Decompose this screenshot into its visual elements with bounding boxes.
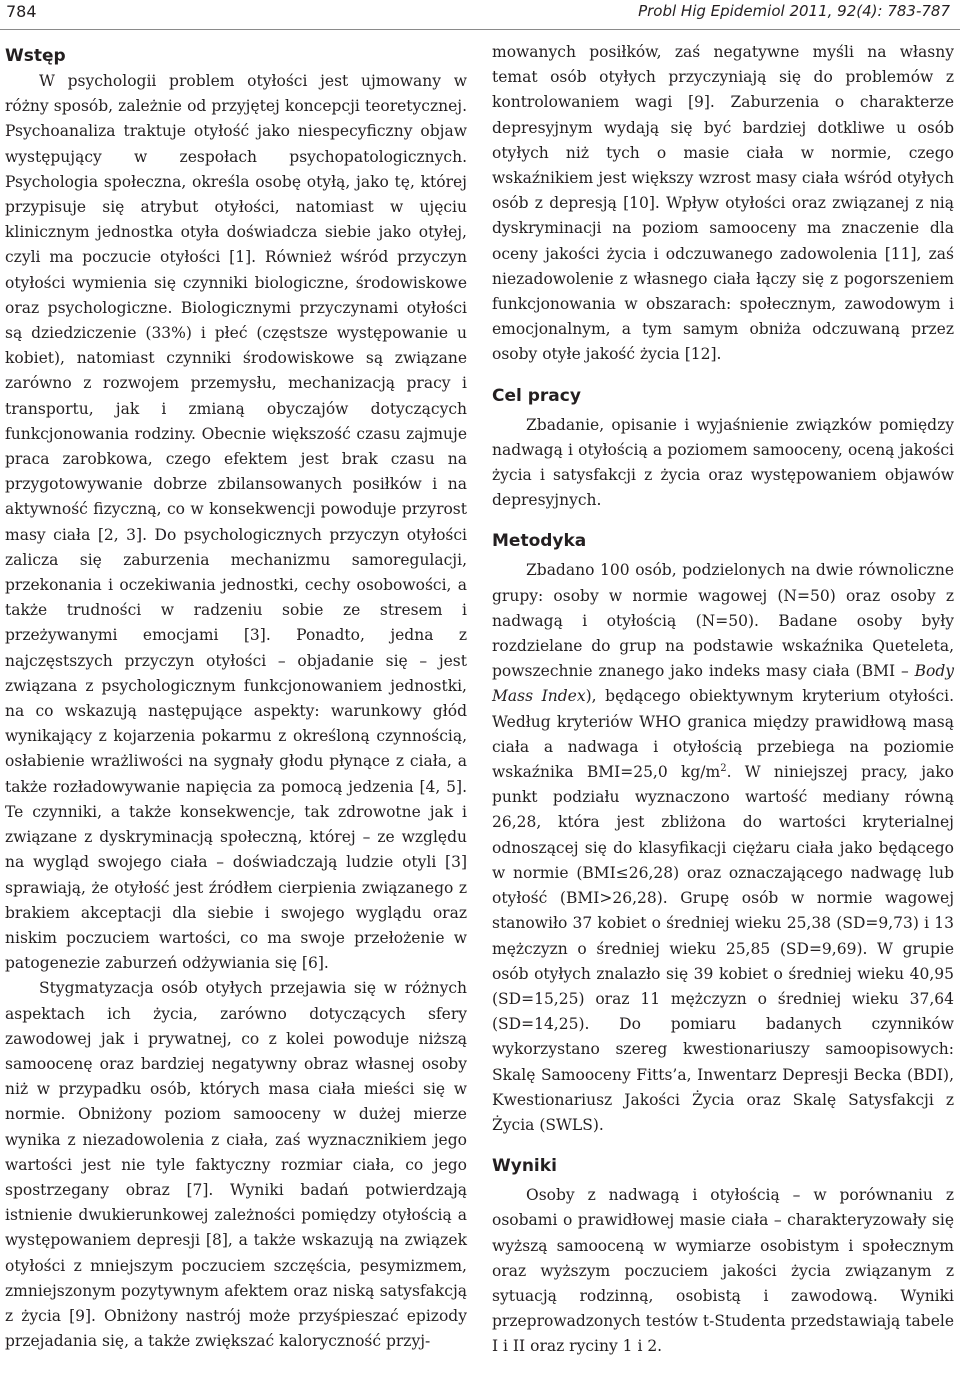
methods-text-a: Zbadano 100 osób, podzielonych na dwie równoliczne grupy: osoby w normie wagowej (N=50) oraz osoby z nadwagą i otyłością (N=50). Badane osoby były rozdzielane do grup na podstawie wskaźnika Queteleta, powszechnie znanego jako indeks masy ciała (BMI – bbox=[492, 561, 954, 681]
section-heading-introduction: Wstęp bbox=[5, 46, 66, 66]
introduction-paragraph-continued: mowanych posiłków, zaś negatywne myśli na własny temat osób otyłych przyczyniają się do problemów z kontrolowaniem wagi [9]. Zaburzenia o charakterze depresyjnym wydają się być bardziej dotkliwe u osób otyłych niż tych o masie ciała w normie, czego wskaźnikiem jest większy wzrost masy ciała wśród otyłych osób z depresją [10]. Wpływ otyłości oraz związanej z nią dyskryminacji na poziom samooceny ma znaczenie dla oceny jakości życia i odczuwanego zadowolenia [11], zaś niezadowolenie z własnego ciała łączy się z pogorszeniem funkcjonowania w obszarach: społecznym, zawodowym i emocjonalnym, a tym samym obniża odczuwaną przez osoby otyłe jakość życia [12]. bbox=[492, 43, 954, 364]
page-number: 784 bbox=[6, 2, 37, 21]
methods-text-b: ), będącego obiektywnym kryterium otyłości. Według kryteriów WHO granica między prawidłową masą ciała a nadwaga i otyłością przebiega na poziomie wskaźnika BMI=25,0 kg/m bbox=[492, 687, 955, 782]
methods-superscript: 2 bbox=[720, 762, 727, 774]
section-heading-results: Wyniki bbox=[492, 1156, 557, 1177]
methods-text-c: . W niniejszej pracy, jako punkt podziału wyznaczono wartość mediany równą 26,28, która jest zbliżona do wartości kryterialnej odnoszącej się do klasyfikacji ciężaru ciała jako będącego w normie (BMI≤26,28) oraz oznaczającego nadwagę lub otyłość (BMI>26,28). Grupę osób w normie wagowej stanowiło 37 kobiet o średniej wieku 25,38 (SD=9,73) i 13 mężczyzn o średniej wieku 25,85 (SD=9,69). W grupie osób otyłych znalazło się 39 kobiet o średniej wieku 40,95 (SD=15,25) oraz 11 mężczyzn o średniej wieku 37,64 (SD=14,25). Do pomiaru badanych czynników wykorzystano szereg kwestionariuszy samoopisowych: Skalę Samooceny Fitts’a, Inwentarz Depresji Becka (BDI), Kwestionariusz Jakości Życia oraz Skalę Satysfakcji z Życia (SWLS). bbox=[492, 763, 954, 1134]
journal-reference: Probl Hig Epidemiol 2011, 92(4): 783-787 bbox=[638, 2, 950, 20]
section-heading-aim: Cel pracy bbox=[492, 385, 581, 406]
methods-bmi-term: Body Mass Index bbox=[492, 662, 954, 706]
page-header bbox=[0, 0, 960, 30]
results-paragraph: Osoby z nadwagą i otyłością – w porównaniu z osobami o prawidłowej masie ciała – charakteryzowały się wyższą samooceną w wymiarze osobistym i społecznym oraz wyższym poczuciem jakości życia związanym z sytuacją rodzinną, osobistą i zawodową. Wyniki przeprowadzonych testów t-Studenta przedstawiają tabele I i II oraz ryciny 1 i 2. bbox=[492, 1186, 954, 1356]
header-rule bbox=[0, 29, 960, 30]
methods-paragraph bbox=[492, 558, 954, 1138]
introduction-paragraph-2: Stygmatyzacja osób otyłych przejawia się w różnych aspektach ich życia, zarówno dotyczących sfery zawodowej jak i prywatnej, co z kolei powoduje niższą samoocenę oraz bardziej negatywny obraz własnej osoby niż w przypadku osób, których masa ciała mieści się w normie. Obniżony poziom samooceny w dużej mierze wynika z niezadowolenia z ciała, zaś wyznacznikiem jego wartości jest nie tyle faktyczny rozmiar ciała, co jego spostrzegany obraz [7]. Wyniki badań potwierdzają istnienie dwukierunkowej zależności pomiędzy otyłością a występowaniem depresji [8], a także wskazują na związek otyłości z mniejszym poczuciem szczęścia, pesymizmem, zmniejszonym pozytywnym afektem oraz niską satysfakcją z życia [9]. Obniżony nastrój może przyśpieszać epizody przejadania się, a także zwiększać kaloryczność przyj- bbox=[5, 979, 467, 1351]
section-heading-methods: Metodyka bbox=[492, 531, 587, 552]
left-column bbox=[5, 40, 467, 1354]
aim-paragraph: Zbadanie, opisanie i wyjaśnienie związków pomiędzy nadwagą i otyłością a poziomem samooceny, oceną jakości życia i satysfakcji z życia oraz występowaniem objawów depresyjnych. bbox=[492, 415, 954, 510]
right-column bbox=[492, 40, 954, 1360]
introduction-paragraph-1: W psychologii problem otyłości jest ujmowany w różny sposób, zależnie od przyjętej koncepcji teoretycznej. Psychoanaliza traktuje otyłość jako niespecyficzny objaw występujący w zespołach psychopatologicznych. Psychologia społeczna, określa osobę otyłą, jako tę, której przypisuje się atrybut otyłości, natomiast w ujęciu klinicznym jednostka otyła doświadcza siebie jako otyłej, czyli ma poczucie otyłości [1]. Również wśród przyczyn otyłości wymienia się czynniki biologiczne, środowiskowe oraz psychologiczne. Biologicznymi przyczynami otyłości są dziedziczenie (33%) i płeć (częstsze występowanie u kobiet), natomiast czynniki środowiskowe są związane zarówno z rozwojem przemysłu, mechanizacją pracy i transportu, jak i zmianą obyczajów dotyczących funkcjonowania rodziny. Obecnie większość czasu zajmuje praca zarobkowa, czego efektem jest brak czasu na przygotowywanie dobrze zbilansowanych posiłków i na aktywność fizyczną, co w konsekwencji powoduje przyrost masy ciała [2, 3]. Do psychologicznych przyczyn otyłości zalicza się zaburzenia mechanizmu samoregulacji, przekonania i oczekiwania jednostki, cechy osobowości, a także trudności w radzeniu sobie ze stresem i przeżywanymi emocjami [3]. Ponadto, jedna z najczęstszych przyczyn otyłości – objadanie się – jest związana z psychologicznym funkcjonowaniem jednostki, na co wskazują następujące aspekty: warunkowy głód wynikający z kojarzenia pokarmu z określoną czynnością, osłabienie wrażliwości na sygnały głodu płynące z ciała, a także rozładowywanie napięcia za pomocą jedzenia [4, 5]. Te czynniki, a także konsekwencje, tak zdrowotne jak i związane z dyskryminacją społeczną, której – ze względu na wygląd swojego ciała – doświadczają ludzie otyli [3] sprawiają, że otyłość jest źródłem cierpienia związanego z brakiem akceptacji dla siebie i swojego wyglądu oraz niskim poczuciem wartości, co ma swoje przełożenie w patogenezie zaburzeń odżywiania się [6]. bbox=[5, 72, 467, 973]
